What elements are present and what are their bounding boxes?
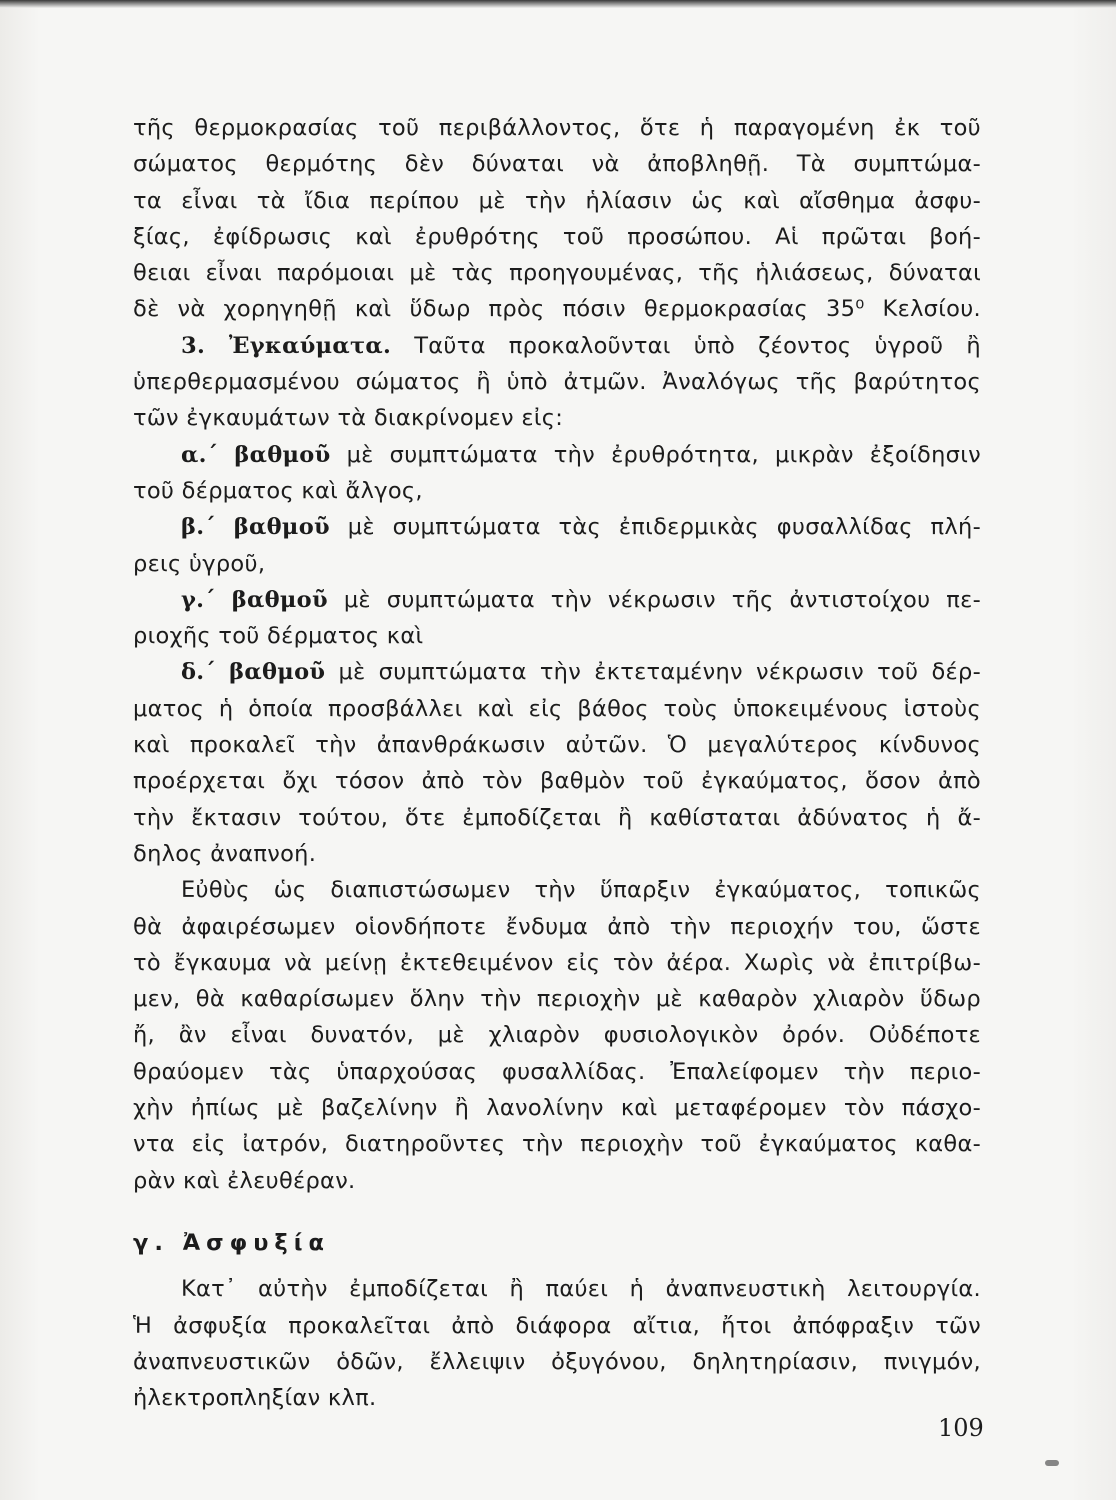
text-line: ντα εἰς ἰατρόν, διατηροῦντες τὴν περιοχὴν τοῦ ἐγκαύματος καθα-	[133, 1131, 981, 1158]
text-line: τὸ ἔγκαυμα νὰ μείνῃ ἐκτεθειμένον εἰς τὸν ἀέρα. Χωρὶς νὰ ἐπιτρίβω-	[133, 949, 981, 976]
degree-delta: δ.΄ βαθμοῦ μὲ συμπτώματα τὴν ἐκτεταμένην νέκρωσιν τοῦ δέρ-	[181, 659, 982, 686]
text-line: σώματος θερμότης δὲν δύναται νὰ ἀποβληθῇ. Τὰ συμπτώμα-	[133, 151, 981, 178]
text-line: τῆς θερμοκρασίας τοῦ περιβάλλοντος, ὅτε ἡ παραγομένη ἐκ τοῦ	[133, 115, 981, 141]
text-line: καὶ προκαλεῖ τὴν ἀπανθράκωσιν αὐτῶν. Ὁ μεγαλύτερος κίνδυνος	[133, 732, 981, 759]
text-line: προέρχεται ὄχι τόσον ἀπὸ τὸν βαθμὸν τοῦ ἐγκαύματος, ὅσον ἀπὸ	[133, 768, 981, 795]
text-line: δὲ νὰ χορηγηθῇ καὶ ὕδωρ πρὸς πόσιν θερμοκρασίας 35⁰ Κελσίου.	[133, 296, 981, 323]
text-line: θειαι εἶναι παρόμοιαι μὲ τὰς προηγουμένας, τῆς ἡλιάσεως, δύναται	[133, 260, 981, 287]
text-line: Ἡ ἀσφυξία προκαλεῖται ἀπὸ διάφορα αἴτια, ἤτοι ἀπόφραξιν τῶν	[133, 1312, 981, 1339]
text-line: ξίας, ἐφίδρωσις καὶ ἐρυθρότης τοῦ προσώπου. Αἱ πρῶται βοή-	[133, 223, 981, 250]
degree-alpha: α.΄ βαθμοῦ μὲ συμπτώματα τὴν ἐρυθρότητα, μικρὰν ἐξοίδησιν	[181, 441, 982, 468]
scan-top-edge	[0, 0, 1116, 8]
text-line: χὴν ἠπίως μὲ βαζελίνην ἢ λανολίνην καὶ μεταφέρομεν τὸν πάσχο-	[133, 1095, 981, 1122]
text-line: τοῦ δέρματος καὶ ἄλγος,	[133, 477, 423, 504]
text-line: Εὐθὺς ὡς διαπιστώσωμεν τὴν ὕπαρξιν ἐγκαύματος, τοπικῶς	[181, 877, 981, 904]
body-text	[133, 110, 981, 1416]
text-line: τῶν ἐγκαυμάτων τὰ διακρίνομεν εἰς:	[133, 405, 564, 432]
text-line: θὰ ἀφαιρέσωμεν οἱονδήποτε ἔνδυμα ἀπὸ τὴν περιοχήν του, ὥστε	[133, 913, 981, 940]
text-line: Κατ᾽ αὐτὴν ἐμποδίζεται ἢ παύει ἡ ἀναπνευστικὴ λειτουργία.	[181, 1276, 981, 1303]
text-line: δηλος ἀναπνοή.	[133, 840, 317, 867]
text-line: ἤ, ἂν εἶναι δυνατόν, μὲ χλιαρὸν φυσιολογικὸν ὀρόν. Οὐδέποτε	[133, 1022, 981, 1049]
text-line: ρὰν καὶ ἐλευθέραν.	[133, 1167, 356, 1194]
text-line: ὑπερθερμασμένου σώματος ἢ ὑπὸ ἀτμῶν. Ἀναλόγως τῆς βαρύτητος	[133, 369, 981, 396]
text-line: τα εἶναι τὰ ἴδια περίπου μὲ τὴν ἡλίασιν ὡς καὶ αἴσθημα ἀσφυ-	[133, 187, 981, 214]
scan-mark	[1045, 1460, 1059, 1466]
text-line: ἠλεκτροπληξίαν κλπ.	[133, 1385, 377, 1412]
burns-paragraph-first-line: 3. Ἐγκαύματα. Ταῦτα προκαλοῦνται ὑπὸ ζέοντος ὑγροῦ ἢ	[181, 332, 981, 359]
text-line: ματος ἡ ὁποία προσβάλλει καὶ εἰς βάθος τοὺς ὑποκειμένους ἱστοὺς	[133, 695, 981, 722]
text-line: τὴν ἔκτασιν τούτου, ὅτε ἐμποδίζεται ἢ καθίσταται ἀδύνατος ἡ ἄ-	[133, 804, 981, 831]
text-line: ρεις ὑγροῦ,	[133, 550, 266, 577]
text-line: θραύομεν τὰς ὑπαρχούσας φυσαλλίδας. Ἐπαλείφομεν τὴν περιο-	[133, 1058, 981, 1085]
page-number: 109	[938, 1414, 984, 1442]
text-line: ἀναπνευστικῶν ὁδῶν, ἔλλειψιν ὀξυγόνου, δηλητηρίασιν, πνιγμόν,	[133, 1348, 981, 1375]
degree-beta: β.΄ βαθμοῦ μὲ συμπτώματα τὰς ἐπιδερμικὰς φυσαλλίδας πλή-	[181, 514, 981, 541]
degree-gamma: γ.΄ βαθμοῦ μὲ συμπτώματα τὴν νέκρωσιν τῆς ἀντιστοίχου πε-	[181, 586, 982, 613]
text-line: μεν, θὰ καθαρίσωμεν ὅλην τὴν περιοχὴν μὲ καθαρὸν χλιαρὸν ὕδωρ	[133, 986, 981, 1013]
text-line: ριοχῆς τοῦ δέρματος καὶ	[133, 623, 424, 650]
burns-heading: 3. Ἐγκαύματα.	[181, 332, 392, 359]
asphyxia-heading: γ. Ἀσφυξία	[133, 1229, 330, 1256]
